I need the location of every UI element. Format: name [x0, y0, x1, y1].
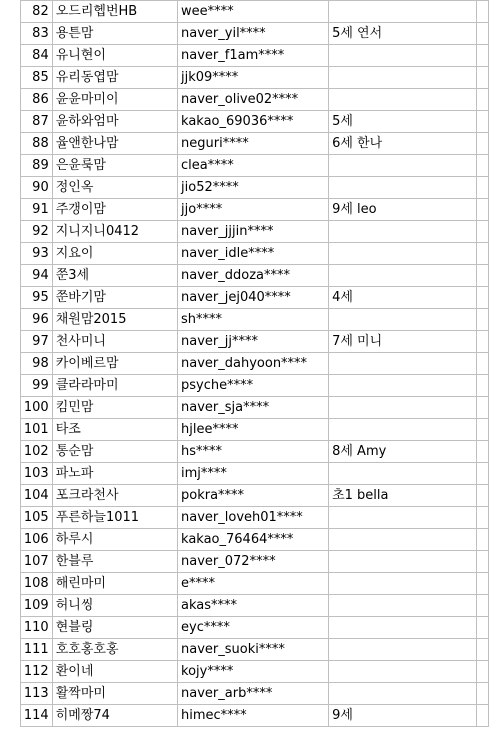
nickname-cell[interactable]: 유리동엽맘: [52, 67, 177, 89]
empty-cell[interactable]: [477, 705, 489, 727]
note-cell[interactable]: [329, 177, 477, 199]
row-number-cell[interactable]: 84: [20, 45, 52, 67]
row-gutter[interactable]: [0, 265, 20, 287]
row-gutter[interactable]: [0, 89, 20, 111]
table-row: [0, 133, 489, 155]
table-row: [0, 45, 489, 67]
note-cell[interactable]: [329, 309, 477, 331]
note-cell[interactable]: [329, 221, 477, 243]
note-cell[interactable]: [329, 353, 477, 375]
nickname-cell[interactable]: 은윤룩맘: [52, 155, 177, 177]
nickname-cell[interactable]: 활짝마미: [52, 683, 177, 705]
nickname-cell[interactable]: 정인옥: [52, 177, 177, 199]
row-number-cell[interactable]: 108: [20, 573, 52, 595]
table-row: [0, 507, 489, 529]
table-row: [0, 529, 489, 551]
nickname-cell[interactable]: 쭌3세: [52, 265, 177, 287]
note-cell[interactable]: 5세: [329, 111, 477, 133]
note-cell[interactable]: [329, 375, 477, 397]
user-id-cell[interactable]: naver_olive02****: [178, 89, 329, 111]
note-cell[interactable]: [329, 89, 477, 111]
nickname-cell[interactable]: 환이네: [52, 661, 177, 683]
note-cell[interactable]: 5세 연서: [329, 23, 477, 45]
row-gutter[interactable]: [0, 485, 20, 507]
nickname-cell[interactable]: 킴민맘: [52, 397, 177, 419]
table-row: [0, 441, 489, 463]
nickname-cell[interactable]: 윤하와엄마: [52, 111, 177, 133]
table-row: [0, 23, 489, 45]
nickname-cell[interactable]: 허니씽: [52, 595, 177, 617]
nickname-cell[interactable]: 주갱이맘: [52, 199, 177, 221]
row-gutter[interactable]: [0, 353, 20, 375]
note-cell[interactable]: [329, 265, 477, 287]
row-number-cell[interactable]: 101: [20, 419, 52, 441]
nickname-cell[interactable]: 용튼맘: [52, 23, 177, 45]
table-row: [0, 463, 489, 485]
row-number-cell[interactable]: 88: [20, 133, 52, 155]
row-gutter[interactable]: [0, 397, 20, 419]
empty-cell[interactable]: [477, 441, 489, 463]
row-gutter[interactable]: [0, 111, 20, 133]
table-row: [0, 89, 489, 111]
row-number-cell[interactable]: 107: [20, 551, 52, 573]
table-row: [0, 595, 489, 617]
user-id-cell[interactable]: himec****: [178, 705, 329, 727]
user-id-cell[interactable]: naver_suoki****: [178, 639, 329, 661]
table-row: [0, 683, 489, 705]
nickname-cell[interactable]: 쭌바기맘: [52, 287, 177, 309]
empty-cell[interactable]: [477, 595, 489, 617]
note-cell[interactable]: [329, 617, 477, 639]
user-id-cell[interactable]: naver_072****: [178, 551, 329, 573]
empty-cell[interactable]: [477, 23, 489, 45]
empty-cell[interactable]: [477, 463, 489, 485]
note-cell[interactable]: 6세 한나: [329, 133, 477, 155]
empty-cell[interactable]: [477, 485, 489, 507]
empty-cell[interactable]: [477, 397, 489, 419]
user-id-cell[interactable]: imj****: [178, 463, 329, 485]
row-gutter[interactable]: [0, 661, 20, 683]
user-id-cell[interactable]: clea****: [178, 155, 329, 177]
row-number-cell[interactable]: 112: [20, 661, 52, 683]
member-table-body: [0, 1, 489, 727]
note-cell[interactable]: 9세: [329, 705, 477, 727]
nickname-cell[interactable]: 푸른하늘1011: [52, 507, 177, 529]
row-number-cell[interactable]: 105: [20, 507, 52, 529]
row-gutter[interactable]: [0, 705, 20, 727]
nickname-cell[interactable]: 해린마미: [52, 573, 177, 595]
table-row: [0, 705, 489, 727]
note-cell[interactable]: [329, 573, 477, 595]
row-gutter[interactable]: [0, 155, 20, 177]
empty-cell[interactable]: [477, 551, 489, 573]
row-number-cell[interactable]: 114: [20, 705, 52, 727]
table-row: [0, 551, 489, 573]
nickname-cell[interactable]: 천사미니: [52, 331, 177, 353]
table-row: [0, 221, 489, 243]
note-cell[interactable]: [329, 419, 477, 441]
nickname-cell[interactable]: 호호홍호홍: [52, 639, 177, 661]
row-gutter[interactable]: [0, 617, 20, 639]
empty-cell[interactable]: [477, 111, 489, 133]
table-row: [0, 199, 489, 221]
note-cell[interactable]: 4세: [329, 287, 477, 309]
nickname-cell[interactable]: 하루시: [52, 529, 177, 551]
row-number-cell[interactable]: 90: [20, 177, 52, 199]
user-id-cell[interactable]: naver_jjjin****: [178, 221, 329, 243]
empty-cell[interactable]: [477, 67, 489, 89]
user-id-cell[interactable]: jjo****: [178, 199, 329, 221]
nickname-cell[interactable]: 타조: [52, 419, 177, 441]
row-number-cell[interactable]: 111: [20, 639, 52, 661]
user-id-cell[interactable]: naver_yil****: [178, 23, 329, 45]
row-number-cell[interactable]: 83: [20, 23, 52, 45]
empty-cell[interactable]: [477, 155, 489, 177]
note-cell[interactable]: [329, 397, 477, 419]
user-id-cell[interactable]: pokra****: [178, 485, 329, 507]
note-cell[interactable]: [329, 155, 477, 177]
user-id-cell[interactable]: naver_jej040****: [178, 287, 329, 309]
empty-cell[interactable]: [477, 133, 489, 155]
table-row: [0, 639, 489, 661]
user-id-cell[interactable]: jjk09****: [178, 67, 329, 89]
row-gutter[interactable]: [0, 221, 20, 243]
nickname-cell[interactable]: 지니지니0412: [52, 221, 177, 243]
user-id-cell[interactable]: hs****: [178, 441, 329, 463]
row-gutter[interactable]: [0, 309, 20, 331]
empty-cell[interactable]: [477, 617, 489, 639]
note-cell[interactable]: [329, 67, 477, 89]
table-row: [0, 155, 489, 177]
empty-cell[interactable]: [477, 683, 489, 705]
nickname-cell[interactable]: 현블링: [52, 617, 177, 639]
note-cell[interactable]: 7세 미니: [329, 331, 477, 353]
empty-cell[interactable]: [477, 331, 489, 353]
nickname-cell[interactable]: 율앤한나맘: [52, 133, 177, 155]
note-cell[interactable]: 초1 bella: [329, 485, 477, 507]
table-row: [0, 485, 489, 507]
note-cell[interactable]: [329, 683, 477, 705]
note-cell[interactable]: 8세 Amy: [329, 441, 477, 463]
user-id-cell[interactable]: naver_f1am****: [178, 45, 329, 67]
table-row: [0, 419, 489, 441]
row-gutter[interactable]: [0, 45, 20, 67]
row-gutter[interactable]: [0, 23, 20, 45]
table-row: [0, 243, 489, 265]
row-gutter[interactable]: [0, 551, 20, 573]
row-number-cell[interactable]: 89: [20, 155, 52, 177]
empty-cell[interactable]: [477, 529, 489, 551]
row-number-cell[interactable]: 100: [20, 397, 52, 419]
empty-cell[interactable]: [477, 243, 489, 265]
table-row: [0, 309, 489, 331]
empty-cell[interactable]: [477, 89, 489, 111]
table-row: [0, 67, 489, 89]
nickname-cell[interactable]: 윤윤마미이: [52, 89, 177, 111]
nickname-cell[interactable]: 클라라마미: [52, 375, 177, 397]
table-row: [0, 353, 489, 375]
user-id-cell[interactable]: wee****: [178, 1, 329, 23]
row-number-cell[interactable]: 94: [20, 265, 52, 287]
user-id-cell[interactable]: jio52****: [178, 177, 329, 199]
table-row: [0, 661, 489, 683]
table-row: [0, 375, 489, 397]
row-number-cell[interactable]: 92: [20, 221, 52, 243]
row-gutter[interactable]: [0, 639, 20, 661]
row-number-cell[interactable]: 97: [20, 331, 52, 353]
user-id-cell[interactable]: kakao_69036****: [178, 111, 329, 133]
nickname-cell[interactable]: 히메짱74: [52, 705, 177, 727]
note-cell[interactable]: [329, 551, 477, 573]
nickname-cell[interactable]: 유니현이: [52, 45, 177, 67]
user-id-cell[interactable]: naver_sja****: [178, 397, 329, 419]
row-gutter[interactable]: [0, 419, 20, 441]
table-row: [0, 573, 489, 595]
user-id-cell[interactable]: naver_arb****: [178, 683, 329, 705]
row-number-cell[interactable]: 93: [20, 243, 52, 265]
row-number-cell[interactable]: 106: [20, 529, 52, 551]
row-number-cell[interactable]: 98: [20, 353, 52, 375]
empty-cell[interactable]: [477, 639, 489, 661]
row-gutter[interactable]: [0, 529, 20, 551]
nickname-cell[interactable]: 지요이: [52, 243, 177, 265]
row-number-cell[interactable]: 91: [20, 199, 52, 221]
row-number-cell[interactable]: 82: [20, 1, 52, 23]
row-gutter[interactable]: [0, 573, 20, 595]
nickname-cell[interactable]: 채원맘2015: [52, 309, 177, 331]
row-gutter[interactable]: [0, 331, 20, 353]
empty-cell[interactable]: [477, 661, 489, 683]
nickname-cell[interactable]: 한블루: [52, 551, 177, 573]
table-row: [0, 397, 489, 419]
nickname-cell[interactable]: 카이베르맘: [52, 353, 177, 375]
user-id-cell[interactable]: naver_dahyoon****: [178, 353, 329, 375]
row-gutter[interactable]: [0, 67, 20, 89]
user-id-cell[interactable]: naver_loveh01****: [178, 507, 329, 529]
row-gutter[interactable]: [0, 375, 20, 397]
row-number-cell[interactable]: 96: [20, 309, 52, 331]
row-number-cell[interactable]: 110: [20, 617, 52, 639]
row-gutter[interactable]: [0, 683, 20, 705]
row-gutter[interactable]: [0, 287, 20, 309]
empty-cell[interactable]: [477, 375, 489, 397]
row-number-cell[interactable]: 87: [20, 111, 52, 133]
row-number-cell[interactable]: 103: [20, 463, 52, 485]
row-gutter[interactable]: [0, 133, 20, 155]
user-id-cell[interactable]: naver_jj****: [178, 331, 329, 353]
row-gutter[interactable]: [0, 441, 20, 463]
empty-cell[interactable]: [477, 177, 489, 199]
row-gutter[interactable]: [0, 177, 20, 199]
note-cell[interactable]: [329, 639, 477, 661]
empty-cell[interactable]: [477, 287, 489, 309]
user-id-cell[interactable]: akas****: [178, 595, 329, 617]
row-number-cell[interactable]: 104: [20, 485, 52, 507]
row-gutter[interactable]: [0, 595, 20, 617]
row-number-cell[interactable]: 102: [20, 441, 52, 463]
note-cell[interactable]: [329, 1, 477, 23]
nickname-cell[interactable]: 통순맘: [52, 441, 177, 463]
table-row: [0, 1, 489, 23]
row-gutter[interactable]: [0, 243, 20, 265]
user-id-cell[interactable]: eyc****: [178, 617, 329, 639]
table-row: [0, 111, 489, 133]
user-id-cell[interactable]: naver_ddoza****: [178, 265, 329, 287]
row-number-cell[interactable]: 109: [20, 595, 52, 617]
empty-cell[interactable]: [477, 45, 489, 67]
row-gutter[interactable]: [0, 199, 20, 221]
empty-cell[interactable]: [477, 265, 489, 287]
note-cell[interactable]: [329, 661, 477, 683]
row-gutter[interactable]: [0, 463, 20, 485]
row-number-cell[interactable]: 86: [20, 89, 52, 111]
empty-cell[interactable]: [477, 353, 489, 375]
note-cell[interactable]: [329, 463, 477, 485]
nickname-cell[interactable]: 포크라천사: [52, 485, 177, 507]
nickname-cell[interactable]: 파노파: [52, 463, 177, 485]
empty-cell[interactable]: [477, 507, 489, 529]
table-row: [0, 265, 489, 287]
table-row: [0, 617, 489, 639]
note-cell[interactable]: 9세 leo: [329, 199, 477, 221]
row-number-cell[interactable]: 95: [20, 287, 52, 309]
user-id-cell[interactable]: naver_idle****: [178, 243, 329, 265]
note-cell[interactable]: [329, 507, 477, 529]
empty-cell[interactable]: [477, 199, 489, 221]
user-id-cell[interactable]: sh****: [178, 309, 329, 331]
empty-cell[interactable]: [477, 419, 489, 441]
row-gutter[interactable]: [0, 507, 20, 529]
table-row: [0, 287, 489, 309]
empty-cell[interactable]: [477, 221, 489, 243]
user-id-cell[interactable]: neguri****: [178, 133, 329, 155]
note-cell[interactable]: [329, 595, 477, 617]
user-id-cell[interactable]: hjlee****: [178, 419, 329, 441]
row-number-cell[interactable]: 113: [20, 683, 52, 705]
table-row: [0, 331, 489, 353]
note-cell[interactable]: [329, 45, 477, 67]
note-cell[interactable]: [329, 243, 477, 265]
user-id-cell[interactable]: kojy****: [178, 661, 329, 683]
row-number-cell[interactable]: 99: [20, 375, 52, 397]
user-id-cell[interactable]: kakao_76464****: [178, 529, 329, 551]
user-id-cell[interactable]: e****: [178, 573, 329, 595]
note-cell[interactable]: [329, 529, 477, 551]
table-row: [0, 177, 489, 199]
user-id-cell[interactable]: psyche****: [178, 375, 329, 397]
nickname-cell[interactable]: 오드리헵번HB: [52, 1, 177, 23]
empty-cell[interactable]: [477, 1, 489, 23]
empty-cell[interactable]: [477, 573, 489, 595]
row-gutter[interactable]: [0, 1, 20, 23]
empty-cell[interactable]: [477, 309, 489, 331]
row-number-cell[interactable]: 85: [20, 67, 52, 89]
